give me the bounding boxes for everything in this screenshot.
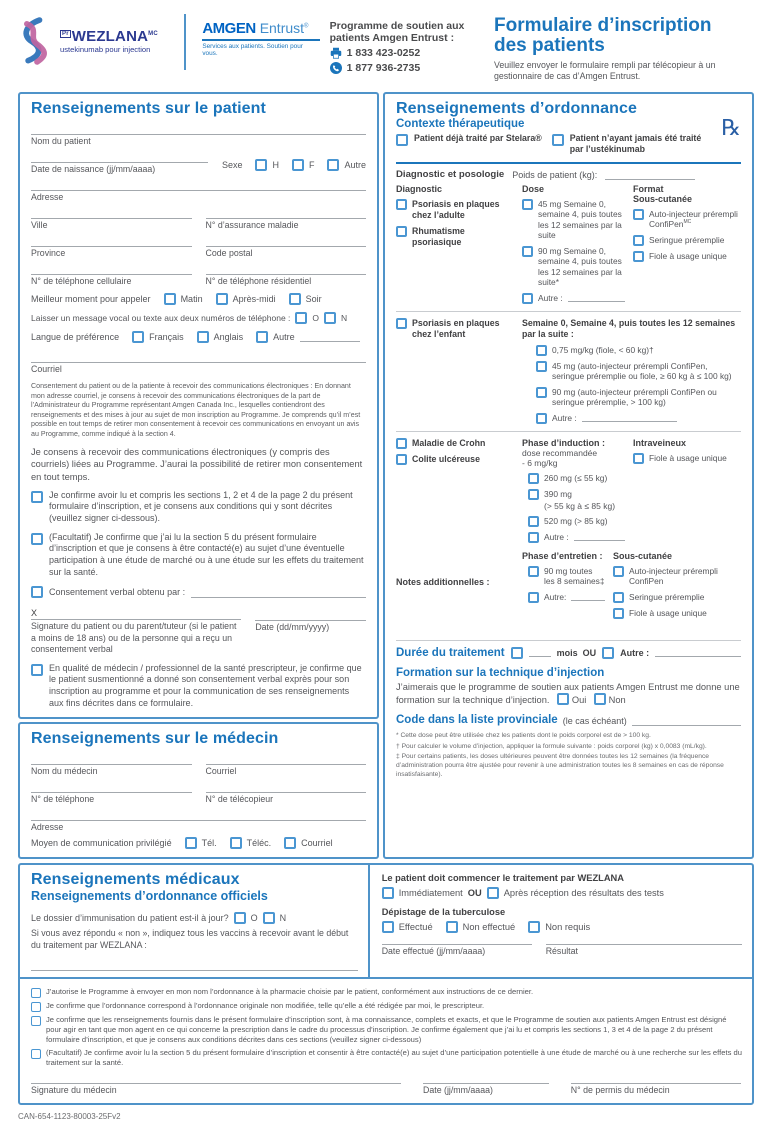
physician-fax-input[interactable] — [206, 783, 367, 793]
sex-other-checkbox[interactable] — [327, 159, 339, 171]
physician-verbal-confirm-item: En qualité de médecin / professionnel de la santé prescripteur, je confirme que le patient susmentionné a donné son consentement verbal exprès pour son inscription au programme et pour la communication de ses renseignements aux fins décrites dans ce formulaire. — [31, 663, 366, 710]
preferred-contact-group: Moyen de communication privilégié Tél. Téléc. Courriel — [31, 838, 333, 849]
physician-section-title: Renseignements sur le médecin — [31, 730, 279, 748]
patient-cell-phone-input[interactable] — [31, 265, 192, 275]
maintenance-other-checkbox[interactable] — [528, 592, 539, 603]
section-divider-3 — [396, 640, 741, 641]
patient-health-insurance-input[interactable] — [206, 209, 367, 219]
official-rx-subtitle: Renseignements d’ordonnance officiels — [31, 889, 268, 904]
auth-optional-contact-checkbox[interactable] — [31, 1049, 41, 1059]
page-subtitle: Veuillez envoyer le formulaire rempli par télécopieur à un gestionnaire de cas d’Amgen Entrust. — [494, 59, 716, 81]
psoriasis-child-item: Psoriasis en plaques chez l’enfant — [396, 318, 514, 340]
immunization-yes-checkbox[interactable] — [234, 912, 246, 924]
stelara-treated-checkbox[interactable] — [396, 134, 408, 146]
consent-sections-checkbox[interactable] — [31, 491, 43, 503]
ulcerative-colitis-checkbox[interactable] — [396, 454, 407, 465]
prescription-section-title: Renseignements d’ordonnance — [396, 100, 637, 117]
vaccines-instruction: Si vous avez répondu « non », indiquez tous les vaccins à recevoir avant le début du traitement par WEZLANA : — [31, 928, 349, 950]
medical-info-title: Renseignements médicaux — [31, 871, 240, 889]
sc-syringe-checkbox[interactable] — [613, 592, 624, 603]
signature-date-input[interactable] — [423, 1076, 549, 1084]
induction-title: Phase d’induction : — [522, 437, 606, 448]
patient-home-phone-field: N° de téléphone résidentiel — [206, 265, 367, 286]
immunization-no-checkbox[interactable] — [263, 912, 275, 924]
psoriasis-child-checkbox[interactable] — [396, 318, 407, 329]
time-afternoon-checkbox[interactable] — [216, 293, 228, 305]
patient-city-input[interactable] — [31, 209, 192, 219]
authorization-block — [20, 977, 752, 1071]
induction-260-checkbox[interactable] — [528, 473, 539, 484]
induction-390-range: (> 55 kg à ≤ 85 kg) — [544, 500, 616, 511]
amgen-wordmark: AMGEN — [202, 20, 256, 37]
patient-cell-phone-field: N° de téléphone cellulaire — [31, 265, 192, 286]
induction-other-input[interactable] — [574, 532, 625, 541]
verbal-consent-checkbox[interactable] — [31, 586, 43, 598]
tb-result-field: Résultat — [546, 943, 742, 956]
auth-accuracy-checkbox[interactable] — [31, 1016, 41, 1026]
amgen-entrust-logo — [202, 8, 319, 57]
language-other-checkbox[interactable] — [256, 331, 268, 343]
prescription-section — [383, 92, 754, 859]
child-dose-45-checkbox[interactable] — [536, 361, 547, 372]
auth-original-rx-item: Je confirme que l’ordonnance correspond à l’ordonnance originale non modifiée, telle qu’elle a été rédigée par moi, le prescripteur. — [31, 1001, 742, 1012]
best-time-group: Meilleur moment pour appeler Matin Après-midi Soir — [31, 294, 322, 304]
dose-90mg-checkbox[interactable] — [522, 246, 533, 257]
maintenance-90mg-item: 90 mg toutes les 8 semaines‡ — [528, 566, 605, 587]
page-title: Formulaire d’inscription des patients — [494, 15, 712, 56]
medical-info-section — [18, 863, 754, 1104]
brand-name: WEZLANA — [71, 27, 149, 45]
immunization-question-row: Le dossier d’immunisation du patient est-il à jour? O N — [31, 913, 287, 924]
physician-address-field: Adresse — [31, 811, 366, 832]
sc-syringe-item: Seringue préremplie — [613, 592, 741, 603]
child-dose-075-item: 0,75 mg/kg (fiole, < 60 kg)† — [536, 345, 741, 356]
patient-dob-field: Date de naissance (jj/mm/aaaa) — [31, 153, 208, 174]
auth-original-rx-checkbox[interactable] — [31, 1002, 41, 1012]
tb-date-field: Date effectué (jj/mm/aaaa) — [382, 943, 532, 956]
treatment-duration-label: Durée du traitement — [396, 646, 505, 659]
patient-city-field: Ville — [31, 209, 192, 230]
patient-dob-input[interactable] — [31, 153, 208, 163]
patient-email-input[interactable] — [31, 353, 366, 363]
dose-90mg-item: 90 mg Semaine 0, semaine 4, puis toutes les 12 semaines par la suite* — [522, 246, 625, 288]
induction-390-item: 390 mg — [528, 489, 625, 500]
child-dose-075-checkbox[interactable] — [536, 345, 547, 356]
start-treatment-title: Le patient doit commencer le traitement par WEZLANA — [381, 873, 624, 884]
section-divider-2 — [396, 431, 741, 432]
program-contact — [330, 8, 484, 74]
injection-training-title: Formation sur la technique d’injection — [396, 666, 605, 679]
pr-mark: Pr — [62, 30, 69, 37]
footnote-1: * Cette dose peut être utilisée chez les patients dont le poids corporel est de > 100 kg. — [396, 731, 651, 739]
auth-send-pharmacy-checkbox[interactable] — [31, 988, 41, 998]
patient-section — [18, 92, 379, 719]
diagnosis-dosing-title: Diagnostic et posologie — [396, 168, 505, 180]
amgen-tagline: Services aux patients. Soutien pour vous. — [202, 43, 303, 57]
dose-45mg-item: 45 mg Semaine 0, semaine 4, puis toutes les 12 semaines par la suite — [522, 199, 625, 241]
signature-date-field: Date (jj/mm/aaaa) — [423, 1076, 549, 1095]
induction-390-checkbox[interactable] — [528, 489, 539, 500]
induction-other-item: Autre : — [528, 532, 625, 543]
auth-accuracy-item: Je confirme que les renseignements fournis dans le présent formulaire d’inscription sont, à ma connaissance, complets et exacts, et que le Programme de soutien aux patients Amgen Entrust est désigné pour agir en tant que mon agent en ce qui concerne la prescription dans le cadre du processus d’inscription. Je confirme également que j’ai lu et compris les sections 1, 3 et 4 de la page 2 du présent formulaire d’inscription, et que je consens aux conditions décrites dans ces sections (veuillez signer ci-dessous) — [31, 1015, 742, 1045]
intravenous-header: Intraveineux — [633, 437, 687, 448]
footnote-3: ‡ Pour certains patients, les doses ultérieures peuvent être données toutes les 12 semaines (la fréquence d’administration pourra être ajustée pour revenir à une administration toutes les 8 semaines en cas de réponse insatisfaisante). — [396, 753, 724, 778]
trademark: MC — [148, 30, 158, 37]
document-code: CAN-654-1123-80003-25Fv2 — [18, 1111, 121, 1121]
maintenance-90mg-checkbox[interactable] — [528, 566, 539, 577]
physician-name-input[interactable] — [31, 755, 192, 765]
electronic-consent-notice: Consentement du patient ou de la patiente à recevoir des communications électroniques : En donnant mon adresse courriel, je consens à recevoir des communications électroniques de la part de l’Administrateur du Programme représentant Amgen Canada Inc., lesquelles contiendront des renseignements et des mises à jour au sujet de mon inscription au Programme. Je comprends qu’il m’est possible en tout temps de retirer mon consentement à recevoir ces communications en envoyant un avis au Programme, comme indiqué à la section 4. — [31, 382, 361, 438]
child-dose-45-item: 45 mg (auto-injecteur prérempli ConfiPen, seringue préremplie ou fiole, ≥ 60 kg à ≤ 100 kg) — [536, 361, 741, 382]
physician-verbal-confirm-checkbox[interactable] — [31, 664, 43, 676]
physician-email-input[interactable] — [206, 755, 367, 765]
contact-phone-checkbox[interactable] — [185, 837, 197, 849]
crohn-checkbox[interactable] — [396, 438, 407, 449]
consent-optional-checkbox[interactable] — [31, 533, 43, 545]
iv-vial-item: Fiole à usage unique — [633, 453, 741, 464]
psoriasis-adult-checkbox[interactable] — [396, 199, 407, 210]
fax-number: 1 833 423-0252 — [346, 47, 421, 60]
sc-confipen-checkbox[interactable] — [613, 566, 624, 577]
child-dose-other-input[interactable] — [582, 413, 677, 422]
training-no-checkbox[interactable] — [594, 693, 606, 705]
child-dose-other-checkbox[interactable] — [536, 413, 547, 424]
language-english-checkbox[interactable] — [197, 331, 209, 343]
start-treatment-options: Immédiatement OU Après réception des résultats des tests — [382, 887, 742, 899]
patient-name-field: Nom du patient — [31, 125, 366, 146]
wezlana-wordmark — [60, 29, 158, 54]
footnote-2: † Pour calculer le volume d’injection, appliquer la formule suivante : poids corporel (kg) x 0,0083 (mL/kg). — [396, 742, 707, 750]
vaccines-input[interactable] — [31, 961, 358, 971]
dose-other-checkbox[interactable] — [522, 293, 533, 304]
context-divider — [396, 162, 741, 164]
section-divider-1 — [396, 311, 741, 312]
psoriatic-arthritis-item: Rhumatisme psoriasique — [396, 226, 514, 248]
iv-vial-checkbox[interactable] — [633, 453, 644, 464]
patient-date-field: Date (dd/mm/yyyy) — [255, 608, 366, 632]
induction-subtitle: dose recommandée - 6 mg/kg — [522, 447, 598, 468]
license-number-field: N° de permis du médecin — [571, 1076, 741, 1095]
patient-name-input[interactable] — [31, 125, 366, 135]
tb-not-done-checkbox[interactable] — [446, 921, 458, 933]
license-number-input[interactable] — [571, 1076, 741, 1084]
contact-email-checkbox[interactable] — [284, 837, 296, 849]
induction-260-item: 260 mg (≤ 55 kg) — [528, 473, 625, 484]
maintenance-sc-header: Sous-cutanée — [613, 550, 673, 561]
patient-address-field: Adresse — [31, 181, 366, 202]
child-dose-other-item: Autre : — [536, 413, 741, 424]
provincial-code-input[interactable] — [632, 717, 741, 726]
physician-phone-input[interactable] — [31, 783, 192, 793]
provincial-code-hint: (le cas échéant) — [562, 715, 627, 726]
maintenance-other-item: Autre: — [528, 592, 605, 603]
ulcerative-colitis-item: Colite ulcéreuse — [396, 454, 514, 465]
physician-phone-field: N° de téléphone — [31, 783, 192, 804]
patient-postal-code-field: Code postal — [206, 237, 367, 258]
sc-confipen-item: Auto-injecteur prérempli ConfiPen — [613, 566, 741, 587]
provincial-code-label: Code dans la liste provinciale — [396, 713, 558, 726]
therapeutic-context-title: Contexte thérapeutique — [396, 118, 525, 130]
duration-months-checkbox[interactable] — [511, 647, 523, 659]
format-confipen-item: Auto-injecteur prérempli ConfiPen$^{MC}$ — [633, 209, 741, 230]
stelara-treated-item: Patient déjà traité par Stelara® — [396, 133, 542, 156]
voicemail-no-checkbox[interactable] — [324, 312, 336, 324]
format-column-header: Format — [633, 183, 664, 194]
patient-email-field: Courriel — [31, 353, 366, 374]
consent-optional-item: (Facultatif) Je confirme que j’ai lu la section 5 du présent formulaire d’inscription et que je consens à être contacté(e) au sujet d’une éventuelle participation à une étude de marché ou à une étude sur les effets du traitement sur la santé. — [31, 532, 366, 579]
induction-other-checkbox[interactable] — [528, 532, 539, 543]
wezlana-logo — [18, 8, 172, 68]
program-label: Programme de soutien aux patients Amgen Entrust : — [329, 20, 465, 45]
phone-number: 1 877 936-2735 — [346, 62, 421, 75]
patient-section-title: Renseignements sur le patient — [31, 100, 266, 117]
psoriatic-arthritis-checkbox[interactable] — [396, 226, 407, 237]
physician-email-field: Courriel — [206, 755, 367, 776]
fax-icon — [330, 47, 342, 59]
start-after-results-checkbox[interactable] — [487, 887, 499, 899]
header — [18, 8, 754, 86]
amgen-rule — [202, 39, 319, 41]
dose-other-item: Autre : — [522, 293, 625, 304]
patient-health-insurance-field: N° d’assurance maladie — [206, 209, 367, 230]
auth-send-pharmacy-item: J’autorise le Programme à envoyer en mon nom l’ordonnance à la pharmacie choisie par le patient, conformément aux instructions de ce dernier. — [31, 987, 742, 998]
voicemail-group: Laisser un message vocal ou texte aux deux numéros de téléphone : O N — [31, 313, 348, 323]
format-vial-item: Fiole à usage unique — [633, 251, 741, 262]
patient-signature-field: X Signature du patient ou du parent/tuteur (si le patient a moins de 18 ans) ou de la personne qui a reçu un consentement verbal — [31, 608, 241, 655]
verbal-consent-input[interactable] — [191, 589, 366, 598]
ustekinumab-naive-checkbox[interactable] — [552, 134, 564, 146]
notes-write-space[interactable] — [396, 619, 741, 633]
maintenance-title: Phase d’entretien : — [522, 550, 603, 561]
physician-section — [18, 722, 379, 859]
physician-fax-field: N° de télécopieur — [206, 783, 367, 804]
crohn-item: Maladie de Crohn — [396, 438, 514, 449]
treatment-duration-row: Durée du traitement mois OU Autre : — [396, 647, 741, 659]
provincial-code-row — [396, 714, 741, 726]
psoriasis-adult-item: Psoriasis en plaques chez l’adulte — [396, 199, 514, 221]
time-evening-checkbox[interactable] — [289, 293, 301, 305]
wezlana-ribbon-icon — [18, 14, 56, 68]
tb-screening-title: Dépistage de la tuberculose — [381, 907, 506, 918]
training-yes-checkbox[interactable] — [557, 693, 569, 705]
subcutaneous-header: Sous-cutanée — [633, 193, 693, 204]
rx-icon: ℞ — [721, 116, 741, 141]
patient-province-input[interactable] — [31, 237, 192, 247]
tb-screening-options: Effectué Non effectué Non requis — [382, 921, 742, 933]
patient-address-input[interactable] — [31, 181, 366, 191]
physician-name-field: Nom du médecin — [31, 755, 192, 776]
dose-other-input[interactable] — [568, 293, 625, 302]
sex-h-checkbox[interactable] — [255, 159, 267, 171]
format-vial-checkbox[interactable] — [633, 251, 644, 262]
dose-column-header: Dose — [522, 183, 545, 194]
contact-fax-checkbox[interactable] — [230, 837, 242, 849]
ustekinumab-naive-item: Patient n’ayant jamais été traité par l’ustékinumab — [552, 133, 702, 156]
child-schedule-header: Semaine 0, Semaine 4, puis toutes les 12 semaines par la suite : — [522, 317, 736, 339]
language-french-checkbox[interactable] — [132, 331, 144, 343]
patient-sex-group: Sexe H F Autre — [221, 160, 366, 170]
duration-months-input[interactable] — [529, 648, 551, 657]
entrust-wordmark: Entrust® — [259, 20, 309, 36]
induction-520-checkbox[interactable] — [528, 516, 539, 527]
form-title-block — [494, 8, 754, 82]
auth-optional-contact-item: (Facultatif) Je confirme avoir lu la section 5 du présent formulaire d’inscription et consentir à être contacté(e) au sujet d’une participation potentielle à une étude de marché ou à une recherche sur les effets du traitement sur la santé. — [31, 1048, 742, 1068]
weight-input[interactable] — [605, 171, 695, 180]
tb-not-required-checkbox[interactable] — [528, 921, 540, 933]
sc-vial-item: Fiole à usage unique — [613, 608, 741, 619]
additional-notes-label: Notes additionnelles : — [396, 576, 490, 587]
maintenance-other-input[interactable] — [571, 592, 605, 601]
sc-vial-checkbox[interactable] — [613, 608, 624, 619]
format-syringe-checkbox[interactable] — [633, 235, 644, 246]
start-immediately-checkbox[interactable] — [382, 887, 394, 899]
consent-statement: Je consens à recevoir des communications électroniques (y compris des courriels) liées au Programme. J’aurai la possibilité de retirer mon consentement en tout temps. — [31, 447, 363, 482]
child-dose-90-item: 90 mg (auto-injecteur prérempli ConfiPen ou seringue préremplie, > 100 kg) — [536, 387, 741, 408]
physician-signature-field: Signature du médecin — [31, 1076, 401, 1095]
header-divider — [184, 14, 186, 70]
voicemail-yes-checkbox[interactable] — [295, 312, 307, 324]
physician-address-input[interactable] — [31, 811, 366, 821]
patient-home-phone-input[interactable] — [206, 265, 367, 275]
duration-other-input[interactable] — [655, 648, 741, 657]
physician-signature-input[interactable] — [31, 1076, 401, 1084]
language-other-input[interactable] — [300, 333, 360, 342]
child-dose-90-checkbox[interactable] — [536, 387, 547, 398]
format-confipen-checkbox[interactable] — [633, 209, 644, 220]
weight-label: Poids de patient (kg): — [512, 169, 598, 180]
phone-icon — [330, 62, 342, 74]
diagnosis-column-header: Diagnostic — [396, 183, 443, 194]
wezlana-tagline: ustekinumab pour injection — [60, 44, 151, 54]
time-morning-checkbox[interactable] — [164, 293, 176, 305]
sex-f-checkbox[interactable] — [292, 159, 304, 171]
patient-province-field: Province — [31, 237, 192, 258]
dose-45mg-checkbox[interactable] — [522, 199, 533, 210]
language-group: Langue de préférence Français Anglais Autre — [31, 331, 366, 343]
injection-training-text: J’aimerais que le programme de soutien aux patients Amgen Entrust me donne une formation sur la technique d’injection. Oui Non — [396, 681, 740, 705]
consent-sections-item: Je confirme avoir lu et compris les sections 1, 2 et 4 de la page 2 du présent formulaire d’inscription, et je consens aux conditions qui y sont décrites (veuillez signer ci-dessous). — [31, 490, 366, 525]
induction-520-item: 520 mg (> 85 kg) — [528, 516, 625, 527]
tb-done-checkbox[interactable] — [382, 921, 394, 933]
patient-postal-code-input[interactable] — [206, 237, 367, 247]
verbal-consent-item: Consentement verbal obtenu par : — [31, 585, 366, 598]
format-syringe-item: Seringue préremplie — [633, 235, 741, 246]
duration-other-checkbox[interactable] — [602, 647, 614, 659]
